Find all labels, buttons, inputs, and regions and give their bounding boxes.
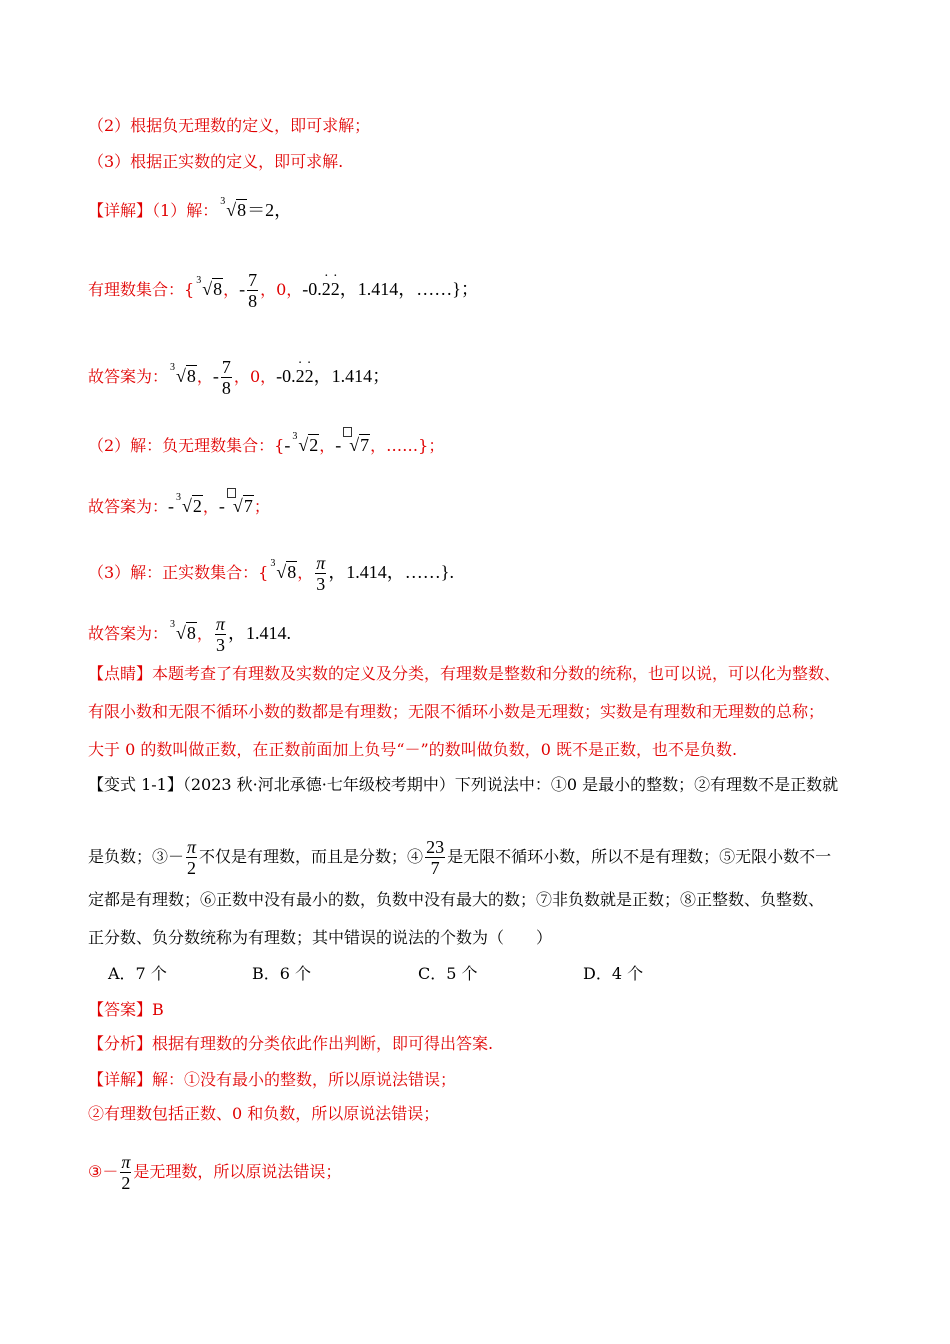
cube-root: 3 √2 [292, 431, 319, 455]
detail-line [88, 1152, 880, 1193]
text-line [88, 150, 880, 174]
answer-line: 故答案为： 3 √8， $\frac{\pi}{3}$ ，1.414. [88, 614, 291, 655]
note-text: 有限小数和无限不循环小数的数都是有理数；无限不循环小数是无理数；实数是有理数和无理数的总称； [88, 702, 825, 721]
detail-line [88, 1068, 880, 1092]
question-line [88, 837, 880, 878]
fraction: $\frac{\pi}{2}$ [187, 837, 197, 878]
text-line [88, 662, 880, 686]
answer-line: 故答案为：- 3 √2，- √7； [88, 494, 880, 519]
fraction: $\frac{7}{8}$ [221, 357, 231, 398]
cube-root: 3 √8 [170, 619, 196, 643]
text: ； [253, 497, 270, 516]
text: ，1.414，……}； [339, 279, 479, 299]
text: 故答案为： [88, 624, 169, 643]
repeating-decimal: -0.· 2· 2 [302, 279, 340, 299]
cube-root: 3 √8 [196, 275, 223, 299]
note-text: 大于 0 的数叫做正数，在正数前面加上负号“－”的数叫做负数，0 既不是正数，也不是负数. [88, 740, 738, 759]
text: ，1.414. [227, 623, 291, 643]
text: ，1.414，……}. [328, 562, 454, 582]
question-line [88, 888, 880, 912]
analysis-line [88, 1032, 880, 1056]
options-row [108, 962, 880, 986]
option-c[interactable]: C．5 个 [418, 964, 478, 983]
root-unknown-index: √7 [227, 494, 254, 518]
fraction: $\frac{7}{8}$ [248, 270, 258, 311]
question-line [88, 773, 880, 797]
rational-set-line: 有理数集合：{ 3 √8，- $\frac{7}{8}$ ，0，-0.· 2· 2，1.414，……}； [88, 270, 880, 311]
text: 是无限不循环小数，所以不是有理数；⑤无限小数不一 [447, 847, 832, 866]
text-line [88, 198, 880, 223]
repeating-decimal: -0.· 2· 2 [276, 366, 314, 386]
answer-text: 【答案】B [88, 1000, 164, 1019]
text: 是无理数，所以原说法错误； [133, 1162, 342, 1181]
question-text: 【变式 1-1】（2023 秋·河北承德·七年级校考期中）下列说法中：①0 是最小的整数；②有理数不是正数就 [88, 775, 839, 794]
cube-root: 3 √8 [220, 196, 247, 220]
text: （2）解：负无理数集合：{ [88, 436, 285, 455]
question-text: 定都是有理数；⑥正数中没有最小的数，负数中没有最大的数；⑦非负数就是正数；⑧正整数、负整数、 [88, 890, 825, 909]
text: ，……}； [370, 436, 445, 455]
option-a[interactable]: A．7 个 [108, 964, 167, 983]
text: （1）解： [152, 201, 219, 220]
text: 有理数集合：{ [88, 280, 195, 299]
text: （3）根据正实数的定义，即可求解. [88, 152, 344, 171]
detail-text: 【详解】解：①没有最小的整数，所以原说法错误； [88, 1070, 457, 1089]
real-set-line: （3）解：正实数集合：{ 3 √8， $\frac{\pi}{3}$ ，1.414，……}. [88, 553, 454, 594]
note-text: 【点睛】本题考查了有理数及实数的定义及分类，有理数是整数和分数的统称，也可以说，可以化为整数、 [88, 664, 841, 683]
text: 是负数；③－ [88, 847, 185, 866]
question-line [88, 926, 880, 950]
text: 不仅是有理数，而且是分数；④ [199, 847, 424, 866]
option-d[interactable]: D．4 个 [583, 964, 644, 983]
question-text: 正分数、负分数统称为有理数；其中错误的说法的个数为（ ） [88, 928, 553, 947]
text: （3）解：正实数集合：{ [88, 563, 269, 582]
irrational-set-line: （2）解：负无理数集合：{- 3 √2，- √7，……}； [88, 433, 880, 458]
text: ③－ [88, 1162, 119, 1181]
answer-line: 故答案为： 3 √8，- $\frac{7}{8}$ ，0，-0.· 2· 2，1.414； [88, 357, 880, 398]
text: （2）根据负无理数的定义，即可求解； [88, 116, 371, 135]
text: 故答案为： [88, 367, 169, 386]
fraction: $\frac{\pi}{3}$ [215, 614, 225, 655]
detail-line [88, 1102, 880, 1126]
root-unknown-index: √7 [343, 433, 370, 457]
text: 故答案为： [88, 497, 169, 516]
text: ＝2， [247, 200, 293, 220]
text-line [88, 114, 880, 138]
text: ，1.414； [313, 366, 391, 386]
text-line [88, 700, 880, 724]
detail-tag: 【详解】 [88, 201, 153, 220]
cube-root: 3 √8 [170, 362, 196, 386]
fraction: $\frac{\pi}{3}$ [316, 553, 326, 594]
cube-root: 3 √2 [176, 492, 202, 516]
detail-text: ②有理数包括正数、0 和负数，所以原说法错误； [88, 1104, 440, 1123]
text-line [88, 738, 880, 762]
analysis-text: 【分析】根据有理数的分类依此作出判断，即可得出答案. [88, 1034, 494, 1053]
answer-line [88, 998, 880, 1022]
option-b[interactable]: B．6 个 [252, 964, 312, 983]
cube-root: 3 √8 [270, 558, 297, 582]
fraction: $\frac{\pi}{2}$ [121, 1152, 131, 1193]
fraction: $\frac{23}{7}$ [426, 837, 445, 878]
